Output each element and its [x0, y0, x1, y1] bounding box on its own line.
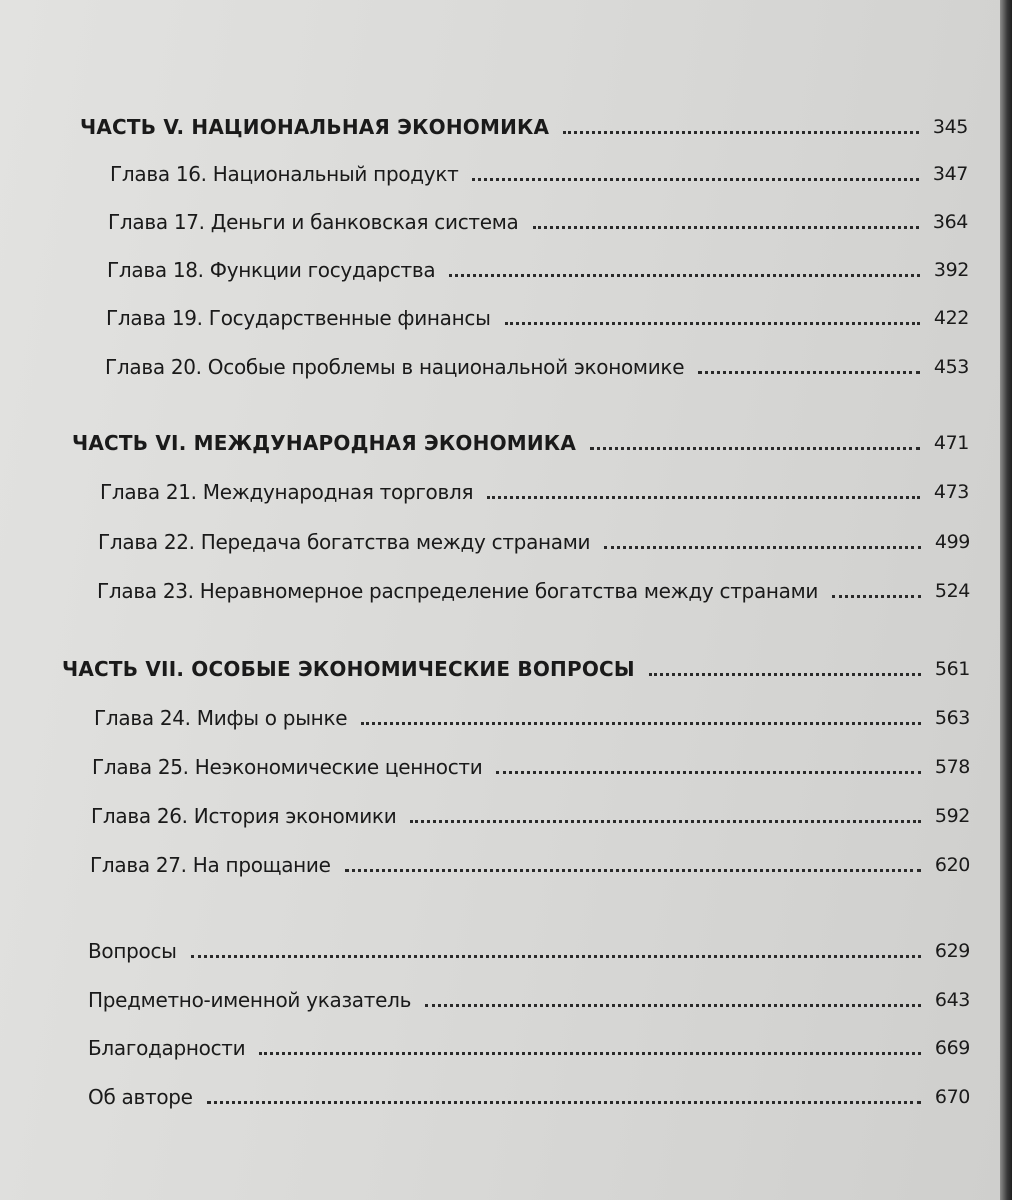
toc-part-title: ЧАСТЬ VI. МЕЖДУНАРОДНАЯ ЭКОНОМИКА [72, 431, 577, 455]
toc-chapter-row [92, 743, 970, 777]
dot-leader [425, 1004, 921, 1007]
toc-chapter-row [100, 468, 969, 502]
toc-chapter-title: Глава 16. Национальный продукт [110, 162, 459, 186]
toc-chapter-title: Глава 18. Функции государства [107, 258, 436, 282]
toc-chapter-row [88, 1024, 970, 1058]
toc-chapter-title: Глава 19. Государственные финансы [106, 306, 491, 330]
toc-page-number: 347 [932, 163, 968, 185]
toc-page-number: 471 [933, 432, 969, 454]
dot-leader [361, 722, 921, 725]
dot-leader [410, 820, 921, 823]
dot-leader [505, 322, 920, 325]
toc-chapter-row [88, 927, 970, 961]
dot-leader [590, 447, 920, 450]
toc-chapter-title: Предметно-именной указатель [88, 988, 412, 1012]
page-edge-shadow [1000, 0, 1012, 1200]
dot-leader [259, 1052, 921, 1055]
toc-page-number: 561 [934, 658, 970, 680]
toc-chapter-title: Глава 26. История экономики [91, 804, 397, 828]
toc-chapter-title: Глава 17. Деньги и банковская система [108, 210, 519, 234]
toc-chapter-title: Глава 20. Особые проблемы в национальной экономике [105, 355, 685, 379]
toc-page-number: 592 [934, 805, 970, 827]
toc-chapter-row [98, 518, 970, 552]
toc-chapter-row [106, 294, 969, 328]
toc-chapter-title: Глава 22. Передача богатства между странами [98, 530, 591, 554]
dot-leader [472, 178, 918, 181]
toc-chapter-row [90, 841, 970, 875]
toc-part-row [80, 103, 968, 137]
dot-leader [832, 595, 921, 598]
toc-chapter-row [110, 150, 968, 184]
toc-page-number: 364 [932, 211, 968, 233]
toc-page-number: 453 [933, 356, 969, 378]
toc-part-row [62, 645, 970, 679]
dot-leader [698, 371, 920, 374]
toc-page-number: 499 [934, 531, 970, 553]
toc-chapter-title: Глава 25. Неэкономические ценности [92, 755, 483, 779]
dot-leader [191, 955, 921, 958]
toc-page-number: 629 [934, 940, 970, 962]
dot-leader [533, 226, 919, 229]
toc-page-number: 392 [933, 259, 969, 281]
toc-chapter-row [88, 976, 970, 1010]
dot-leader [496, 771, 920, 774]
toc-chapter-row [88, 1073, 970, 1107]
dot-leader [487, 496, 920, 499]
toc-chapter-title: Глава 27. На прощание [90, 853, 331, 877]
toc-page-number: 345 [932, 116, 968, 138]
dot-leader [207, 1101, 921, 1104]
dot-leader [649, 673, 921, 676]
toc-page-number: 669 [934, 1037, 970, 1059]
toc-chapter-title: Об авторе [88, 1085, 193, 1109]
toc-chapter-title: Глава 23. Неравномерное распределение богатства между странами [97, 579, 819, 603]
toc-chapter-row [97, 567, 970, 601]
toc-chapter-row [105, 343, 969, 377]
dot-leader [604, 546, 921, 549]
toc-page-number: 670 [934, 1086, 970, 1108]
toc-chapter-title: Благодарности [88, 1036, 246, 1060]
toc-chapter-row [94, 694, 970, 728]
toc-chapter-title: Глава 24. Мифы о рынке [94, 706, 348, 730]
toc-part-title: ЧАСТЬ V. НАЦИОНАЛЬНАЯ ЭКОНОМИКА [80, 115, 550, 139]
toc-part-title: ЧАСТЬ VII. ОСОБЫЕ ЭКОНОМИЧЕСКИЕ ВОПРОСЫ [62, 657, 635, 681]
toc-chapter-title: Глава 21. Международная торговля [100, 480, 474, 504]
toc-page-number: 524 [934, 580, 970, 602]
toc-page-number: 422 [933, 307, 969, 329]
dot-leader [345, 869, 921, 872]
dot-leader [563, 131, 919, 134]
dot-leader [449, 274, 920, 277]
toc-chapter-row [91, 792, 970, 826]
toc-page-number: 620 [934, 854, 970, 876]
toc-page-number: 473 [933, 481, 969, 503]
toc-part-row [72, 419, 969, 453]
toc-chapter-title: Вопросы [88, 939, 177, 963]
toc-page-number: 563 [934, 707, 970, 729]
toc-page-number: 578 [934, 756, 970, 778]
toc-chapter-row [108, 198, 968, 232]
toc-chapter-row [107, 246, 969, 280]
toc-page-number: 643 [934, 989, 970, 1011]
